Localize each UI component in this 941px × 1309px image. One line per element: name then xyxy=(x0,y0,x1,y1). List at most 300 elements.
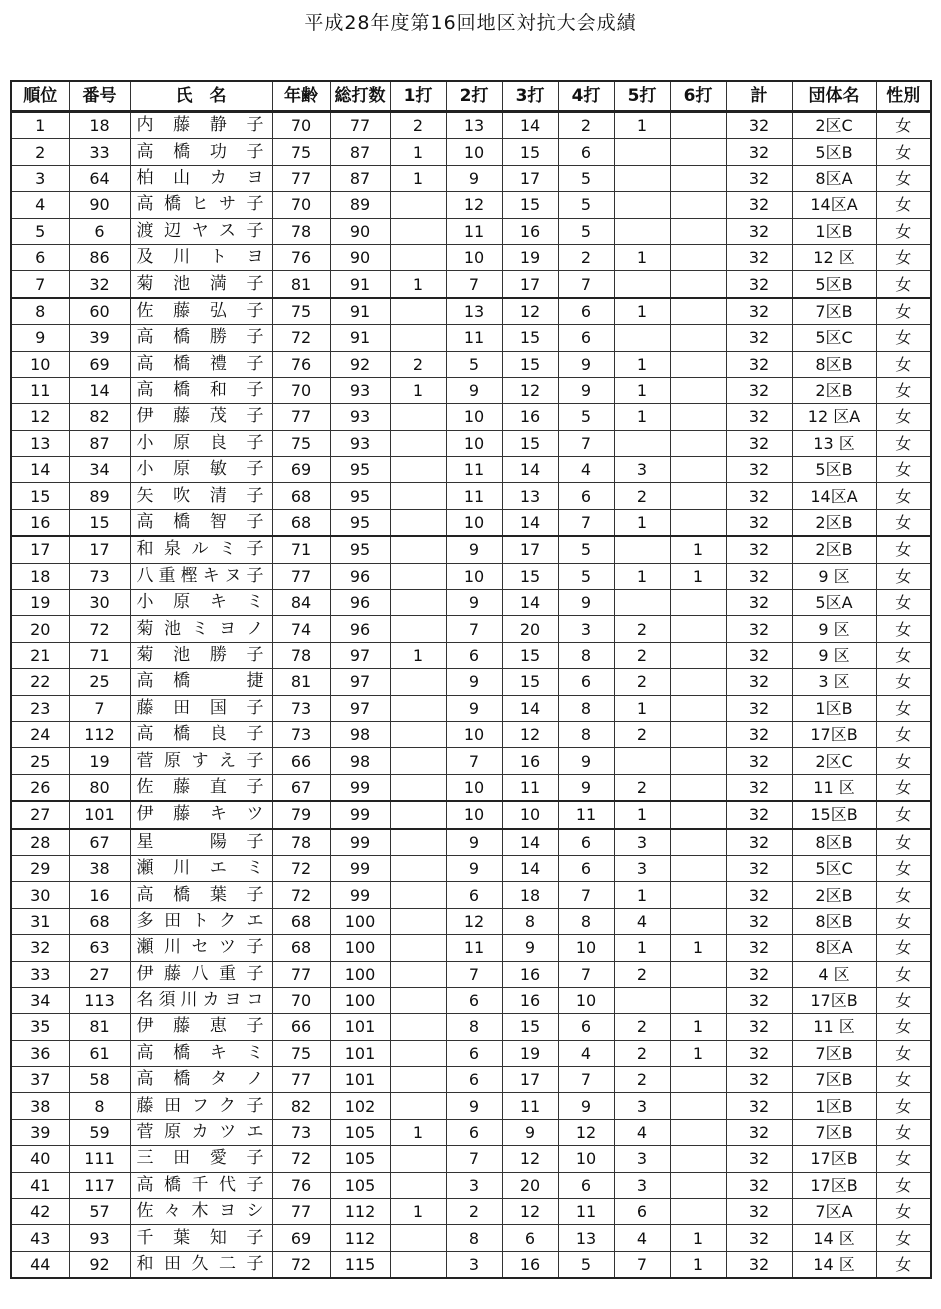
cell-sum: 32 xyxy=(726,536,792,563)
cell-four-stroke: 6 xyxy=(558,298,614,325)
cell-name: 伊藤キツ xyxy=(130,801,272,828)
table-row xyxy=(11,483,931,509)
cell-five-stroke: 1 xyxy=(614,563,670,589)
cell-six-stroke xyxy=(670,1146,726,1172)
table-row xyxy=(11,404,931,430)
cell-name: 藤田国子 xyxy=(130,695,272,721)
cell-one-stroke xyxy=(390,325,446,351)
cell-rank: 12 xyxy=(11,404,69,430)
cell-name: 矢吹清子 xyxy=(130,483,272,509)
cell-sum: 32 xyxy=(726,801,792,828)
cell-four-stroke: 5 xyxy=(558,536,614,563)
cell-rank: 35 xyxy=(11,1014,69,1040)
cell-number: 7 xyxy=(69,695,130,721)
cell-gender: 女 xyxy=(876,855,931,881)
cell-number: 57 xyxy=(69,1199,130,1225)
cell-three-stroke: 15 xyxy=(502,563,558,589)
cell-three-stroke: 15 xyxy=(502,642,558,668)
cell-three-stroke: 12 xyxy=(502,1146,558,1172)
cell-rank: 17 xyxy=(11,536,69,563)
cell-sum: 32 xyxy=(726,987,792,1013)
cell-one-stroke xyxy=(390,536,446,563)
cell-gender: 女 xyxy=(876,882,931,908)
cell-name: 星 陽子 xyxy=(130,829,272,856)
cell-five-stroke xyxy=(614,271,670,298)
cell-name: 瀬川エミ xyxy=(130,855,272,881)
cell-name: 高橋葉子 xyxy=(130,882,272,908)
cell-team: 14区A xyxy=(792,192,876,218)
cell-team: 2区B xyxy=(792,377,876,403)
cell-rank: 34 xyxy=(11,987,69,1013)
cell-two-stroke: 6 xyxy=(446,987,502,1013)
cell-one-stroke: 1 xyxy=(390,1119,446,1145)
table-row xyxy=(11,351,931,377)
cell-sum: 32 xyxy=(726,298,792,325)
cell-four-stroke: 6 xyxy=(558,483,614,509)
table-row xyxy=(11,139,931,165)
cell-name: 小原良子 xyxy=(130,430,272,456)
cell-number: 15 xyxy=(69,509,130,536)
cell-total-strokes: 93 xyxy=(330,430,390,456)
cell-five-stroke xyxy=(614,325,670,351)
cell-six-stroke xyxy=(670,721,726,747)
cell-name: 菅原すえ子 xyxy=(130,748,272,774)
cell-total-strokes: 101 xyxy=(330,1040,390,1066)
cell-five-stroke: 4 xyxy=(614,908,670,934)
cell-total-strokes: 90 xyxy=(330,218,390,244)
cell-two-stroke: 6 xyxy=(446,1119,502,1145)
cell-five-stroke: 1 xyxy=(614,801,670,828)
table-row xyxy=(11,1251,931,1278)
table-row xyxy=(11,165,931,191)
cell-four-stroke: 7 xyxy=(558,430,614,456)
cell-gender: 女 xyxy=(876,748,931,774)
cell-three-stroke: 9 xyxy=(502,935,558,961)
cell-number: 18 xyxy=(69,112,130,139)
cell-rank: 4 xyxy=(11,192,69,218)
cell-two-stroke: 13 xyxy=(446,112,502,139)
cell-rank: 2 xyxy=(11,139,69,165)
cell-total-strokes: 91 xyxy=(330,298,390,325)
cell-five-stroke xyxy=(614,590,670,616)
cell-number: 64 xyxy=(69,165,130,191)
cell-six-stroke xyxy=(670,404,726,430)
cell-sum: 32 xyxy=(726,325,792,351)
cell-name: 柏山カヨ xyxy=(130,165,272,191)
cell-two-stroke: 6 xyxy=(446,882,502,908)
cell-age: 70 xyxy=(272,112,330,139)
cell-age: 75 xyxy=(272,1040,330,1066)
cell-six-stroke xyxy=(670,1119,726,1145)
cell-four-stroke: 6 xyxy=(558,669,614,695)
cell-six-stroke xyxy=(670,325,726,351)
cell-total-strokes: 98 xyxy=(330,721,390,747)
cell-four-stroke: 6 xyxy=(558,829,614,856)
cell-two-stroke: 10 xyxy=(446,404,502,430)
cell-sum: 32 xyxy=(726,271,792,298)
cell-gender: 女 xyxy=(876,1093,931,1119)
table-row xyxy=(11,721,931,747)
cell-two-stroke: 10 xyxy=(446,244,502,270)
cell-six-stroke xyxy=(670,669,726,695)
cell-two-stroke: 11 xyxy=(446,457,502,483)
cell-sum: 32 xyxy=(726,351,792,377)
cell-four-stroke: 5 xyxy=(558,1251,614,1278)
cell-four-stroke: 3 xyxy=(558,616,614,642)
table-row xyxy=(11,457,931,483)
cell-one-stroke xyxy=(390,563,446,589)
cell-number: 27 xyxy=(69,961,130,987)
cell-four-stroke: 7 xyxy=(558,882,614,908)
column-header-gender: 性別 xyxy=(876,81,931,112)
cell-gender: 女 xyxy=(876,483,931,509)
cell-three-stroke: 15 xyxy=(502,325,558,351)
cell-total-strokes: 96 xyxy=(330,616,390,642)
cell-rank: 13 xyxy=(11,430,69,456)
cell-number: 8 xyxy=(69,1093,130,1119)
cell-sum: 32 xyxy=(726,855,792,881)
cell-number: 14 xyxy=(69,377,130,403)
cell-four-stroke: 10 xyxy=(558,987,614,1013)
cell-total-strokes: 100 xyxy=(330,961,390,987)
cell-sum: 32 xyxy=(726,1119,792,1145)
cell-number: 33 xyxy=(69,139,130,165)
cell-three-stroke: 6 xyxy=(502,1225,558,1251)
cell-rank: 23 xyxy=(11,695,69,721)
cell-rank: 10 xyxy=(11,351,69,377)
cell-six-stroke: 1 xyxy=(670,935,726,961)
cell-sum: 32 xyxy=(726,218,792,244)
cell-rank: 38 xyxy=(11,1093,69,1119)
cell-age: 74 xyxy=(272,616,330,642)
cell-team: 5区C xyxy=(792,325,876,351)
cell-two-stroke: 10 xyxy=(446,430,502,456)
cell-total-strokes: 90 xyxy=(330,244,390,270)
cell-team: 2区B xyxy=(792,536,876,563)
cell-total-strokes: 95 xyxy=(330,457,390,483)
cell-age: 70 xyxy=(272,192,330,218)
cell-name: 高橋キミ xyxy=(130,1040,272,1066)
cell-one-stroke xyxy=(390,1146,446,1172)
cell-total-strokes: 89 xyxy=(330,192,390,218)
cell-sum: 32 xyxy=(726,1146,792,1172)
cell-name: 佐藤直子 xyxy=(130,774,272,801)
table-row xyxy=(11,536,931,563)
cell-four-stroke: 6 xyxy=(558,139,614,165)
cell-team: 4 区 xyxy=(792,961,876,987)
cell-sum: 32 xyxy=(726,1014,792,1040)
cell-five-stroke xyxy=(614,139,670,165)
cell-number: 6 xyxy=(69,218,130,244)
cell-total-strokes: 99 xyxy=(330,855,390,881)
cell-three-stroke: 15 xyxy=(502,669,558,695)
cell-name: 菊池ミヨノ xyxy=(130,616,272,642)
cell-five-stroke: 1 xyxy=(614,351,670,377)
cell-two-stroke: 12 xyxy=(446,908,502,934)
table-row xyxy=(11,829,931,856)
cell-age: 84 xyxy=(272,590,330,616)
cell-rank: 6 xyxy=(11,244,69,270)
cell-five-stroke: 2 xyxy=(614,483,670,509)
cell-age: 66 xyxy=(272,1014,330,1040)
cell-two-stroke: 3 xyxy=(446,1172,502,1198)
cell-three-stroke: 14 xyxy=(502,695,558,721)
cell-age: 69 xyxy=(272,457,330,483)
column-header-one-stroke: 1打 xyxy=(390,81,446,112)
cell-number: 112 xyxy=(69,721,130,747)
cell-four-stroke: 2 xyxy=(558,112,614,139)
cell-one-stroke: 1 xyxy=(390,271,446,298)
cell-rank: 15 xyxy=(11,483,69,509)
cell-age: 73 xyxy=(272,721,330,747)
cell-sum: 32 xyxy=(726,509,792,536)
cell-five-stroke xyxy=(614,987,670,1013)
cell-five-stroke: 2 xyxy=(614,1014,670,1040)
cell-team: 2区C xyxy=(792,112,876,139)
cell-two-stroke: 9 xyxy=(446,536,502,563)
cell-five-stroke: 2 xyxy=(614,1040,670,1066)
cell-five-stroke: 1 xyxy=(614,112,670,139)
cell-team: 7区B xyxy=(792,298,876,325)
cell-three-stroke: 17 xyxy=(502,271,558,298)
cell-three-stroke: 17 xyxy=(502,165,558,191)
cell-three-stroke: 16 xyxy=(502,218,558,244)
cell-age: 76 xyxy=(272,244,330,270)
cell-total-strokes: 95 xyxy=(330,483,390,509)
cell-three-stroke: 15 xyxy=(502,351,558,377)
cell-team: 5区B xyxy=(792,271,876,298)
cell-one-stroke: 1 xyxy=(390,165,446,191)
cell-rank: 16 xyxy=(11,509,69,536)
cell-team: 9 区 xyxy=(792,616,876,642)
cell-rank: 42 xyxy=(11,1199,69,1225)
cell-total-strokes: 87 xyxy=(330,165,390,191)
cell-age: 68 xyxy=(272,935,330,961)
cell-two-stroke: 7 xyxy=(446,748,502,774)
cell-three-stroke: 16 xyxy=(502,404,558,430)
cell-total-strokes: 98 xyxy=(330,748,390,774)
cell-four-stroke: 7 xyxy=(558,1067,614,1093)
table-row xyxy=(11,325,931,351)
cell-rank: 32 xyxy=(11,935,69,961)
cell-five-stroke: 3 xyxy=(614,457,670,483)
cell-four-stroke: 7 xyxy=(558,961,614,987)
cell-one-stroke: 2 xyxy=(390,351,446,377)
cell-sum: 32 xyxy=(726,244,792,270)
cell-name: 佐々木ヨシ xyxy=(130,1199,272,1225)
cell-three-stroke: 16 xyxy=(502,961,558,987)
cell-six-stroke: 1 xyxy=(670,536,726,563)
table-row xyxy=(11,298,931,325)
cell-total-strokes: 99 xyxy=(330,774,390,801)
cell-three-stroke: 15 xyxy=(502,430,558,456)
cell-five-stroke: 1 xyxy=(614,882,670,908)
cell-three-stroke: 14 xyxy=(502,590,558,616)
cell-three-stroke: 14 xyxy=(502,855,558,881)
cell-team: 17区B xyxy=(792,1146,876,1172)
cell-four-stroke: 6 xyxy=(558,1014,614,1040)
cell-total-strokes: 112 xyxy=(330,1225,390,1251)
cell-six-stroke xyxy=(670,298,726,325)
cell-rank: 3 xyxy=(11,165,69,191)
cell-total-strokes: 105 xyxy=(330,1172,390,1198)
cell-number: 81 xyxy=(69,1014,130,1040)
cell-five-stroke: 6 xyxy=(614,1199,670,1225)
cell-number: 17 xyxy=(69,536,130,563)
cell-one-stroke xyxy=(390,457,446,483)
cell-one-stroke: 1 xyxy=(390,377,446,403)
cell-rank: 18 xyxy=(11,563,69,589)
cell-rank: 20 xyxy=(11,616,69,642)
cell-age: 77 xyxy=(272,563,330,589)
cell-four-stroke: 8 xyxy=(558,695,614,721)
cell-one-stroke: 1 xyxy=(390,1199,446,1225)
cell-sum: 32 xyxy=(726,882,792,908)
cell-one-stroke xyxy=(390,244,446,270)
cell-number: 72 xyxy=(69,616,130,642)
cell-rank: 29 xyxy=(11,855,69,881)
cell-five-stroke xyxy=(614,536,670,563)
cell-six-stroke xyxy=(670,882,726,908)
cell-number: 92 xyxy=(69,1251,130,1278)
cell-one-stroke xyxy=(390,430,446,456)
cell-gender: 女 xyxy=(876,377,931,403)
cell-team: 9 区 xyxy=(792,563,876,589)
cell-gender: 女 xyxy=(876,112,931,139)
cell-sum: 32 xyxy=(726,774,792,801)
cell-gender: 女 xyxy=(876,721,931,747)
cell-rank: 8 xyxy=(11,298,69,325)
cell-name: 高橋禮子 xyxy=(130,351,272,377)
cell-number: 25 xyxy=(69,669,130,695)
cell-two-stroke: 10 xyxy=(446,139,502,165)
cell-two-stroke: 2 xyxy=(446,1199,502,1225)
table-row xyxy=(11,1225,931,1251)
cell-age: 68 xyxy=(272,908,330,934)
cell-sum: 32 xyxy=(726,935,792,961)
cell-three-stroke: 14 xyxy=(502,457,558,483)
cell-sum: 32 xyxy=(726,1251,792,1278)
cell-team: 17区B xyxy=(792,987,876,1013)
cell-age: 72 xyxy=(272,1251,330,1278)
cell-six-stroke xyxy=(670,590,726,616)
cell-three-stroke: 17 xyxy=(502,536,558,563)
cell-five-stroke: 2 xyxy=(614,616,670,642)
table-row xyxy=(11,1093,931,1119)
cell-two-stroke: 9 xyxy=(446,829,502,856)
cell-sum: 32 xyxy=(726,1040,792,1066)
cell-age: 73 xyxy=(272,695,330,721)
cell-rank: 43 xyxy=(11,1225,69,1251)
cell-rank: 14 xyxy=(11,457,69,483)
cell-four-stroke: 13 xyxy=(558,1225,614,1251)
cell-three-stroke: 19 xyxy=(502,244,558,270)
cell-six-stroke xyxy=(670,218,726,244)
cell-sum: 32 xyxy=(726,908,792,934)
cell-four-stroke: 11 xyxy=(558,1199,614,1225)
cell-number: 69 xyxy=(69,351,130,377)
cell-four-stroke: 4 xyxy=(558,1040,614,1066)
cell-team: 5区B xyxy=(792,457,876,483)
column-header-six-stroke: 6打 xyxy=(670,81,726,112)
cell-name: 三田愛子 xyxy=(130,1146,272,1172)
cell-three-stroke: 8 xyxy=(502,908,558,934)
cell-gender: 女 xyxy=(876,139,931,165)
cell-number: 80 xyxy=(69,774,130,801)
cell-age: 76 xyxy=(272,351,330,377)
cell-four-stroke: 5 xyxy=(558,165,614,191)
cell-total-strokes: 87 xyxy=(330,139,390,165)
cell-total-strokes: 93 xyxy=(330,377,390,403)
cell-four-stroke: 5 xyxy=(558,218,614,244)
cell-sum: 32 xyxy=(726,165,792,191)
cell-number: 93 xyxy=(69,1225,130,1251)
cell-four-stroke: 9 xyxy=(558,1093,614,1119)
cell-team: 11 区 xyxy=(792,774,876,801)
cell-team: 14区A xyxy=(792,483,876,509)
cell-one-stroke: 1 xyxy=(390,642,446,668)
cell-rank: 25 xyxy=(11,748,69,774)
cell-rank: 21 xyxy=(11,642,69,668)
cell-gender: 女 xyxy=(876,590,931,616)
cell-one-stroke xyxy=(390,721,446,747)
cell-rank: 24 xyxy=(11,721,69,747)
column-header-three-stroke: 3打 xyxy=(502,81,558,112)
cell-six-stroke xyxy=(670,457,726,483)
cell-age: 81 xyxy=(272,271,330,298)
cell-age: 75 xyxy=(272,298,330,325)
table-row xyxy=(11,430,931,456)
cell-three-stroke: 17 xyxy=(502,1067,558,1093)
cell-name: 藤田フク子 xyxy=(130,1093,272,1119)
cell-age: 77 xyxy=(272,1199,330,1225)
cell-rank: 11 xyxy=(11,377,69,403)
cell-number: 34 xyxy=(69,457,130,483)
cell-gender: 女 xyxy=(876,1199,931,1225)
cell-name: 高橋千代子 xyxy=(130,1172,272,1198)
cell-name: 高橋智子 xyxy=(130,509,272,536)
cell-five-stroke: 1 xyxy=(614,298,670,325)
cell-name: 名須川カヨコ xyxy=(130,987,272,1013)
cell-team: 17区B xyxy=(792,1172,876,1198)
cell-one-stroke xyxy=(390,935,446,961)
cell-five-stroke: 2 xyxy=(614,961,670,987)
cell-gender: 女 xyxy=(876,298,931,325)
cell-two-stroke: 9 xyxy=(446,165,502,191)
cell-gender: 女 xyxy=(876,1014,931,1040)
cell-three-stroke: 14 xyxy=(502,829,558,856)
cell-two-stroke: 12 xyxy=(446,192,502,218)
cell-gender: 女 xyxy=(876,908,931,934)
cell-total-strokes: 97 xyxy=(330,695,390,721)
cell-sum: 32 xyxy=(726,695,792,721)
cell-number: 30 xyxy=(69,590,130,616)
cell-age: 78 xyxy=(272,642,330,668)
cell-team: 1区B xyxy=(792,218,876,244)
cell-rank: 27 xyxy=(11,801,69,828)
cell-total-strokes: 95 xyxy=(330,509,390,536)
cell-total-strokes: 102 xyxy=(330,1093,390,1119)
cell-one-stroke xyxy=(390,882,446,908)
cell-sum: 32 xyxy=(726,139,792,165)
cell-rank: 31 xyxy=(11,908,69,934)
cell-total-strokes: 96 xyxy=(330,590,390,616)
table-row xyxy=(11,695,931,721)
cell-team: 5区C xyxy=(792,855,876,881)
cell-two-stroke: 9 xyxy=(446,669,502,695)
cell-six-stroke xyxy=(670,139,726,165)
cell-gender: 女 xyxy=(876,1067,931,1093)
